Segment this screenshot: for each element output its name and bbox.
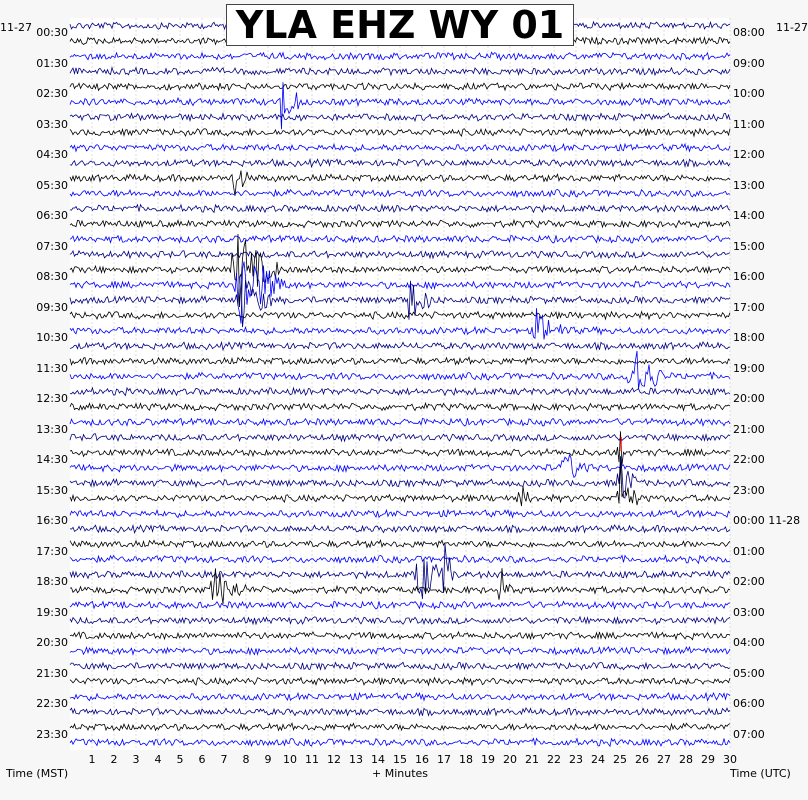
left-tick-label: 00:30 [36, 26, 68, 40]
left-tick-label: 03:30 [36, 117, 68, 131]
right-tick-label: 03:00 [733, 605, 765, 619]
x-tick-label: 20 [503, 753, 517, 766]
left-tick-label: 19:30 [36, 605, 68, 619]
right-tick-label: 21:00 [733, 422, 765, 436]
right-tick-label: 12:00 [733, 148, 765, 162]
trace-row-12 [70, 205, 730, 213]
right-tick-label: 10:00 [733, 87, 765, 101]
left-tick-label: 22:30 [36, 697, 68, 711]
x-tick-label: 23 [569, 753, 583, 766]
x-tick-label: 6 [198, 753, 206, 766]
x-tick-label: 15 [393, 753, 407, 766]
right-tick-label: 16:00 [733, 270, 765, 284]
left-tick-label: 20:30 [36, 636, 68, 650]
trace-row-14 [70, 235, 730, 243]
left-tick-label: 15:30 [36, 483, 68, 497]
date-left-label: 11-27 [0, 21, 32, 34]
right-tick-label: 06:00 [733, 697, 765, 711]
left-tick-label: 16:30 [36, 514, 68, 528]
x-tick-label: 28 [679, 753, 693, 766]
right-tick-label: 23:00 [733, 483, 765, 497]
right-tick-label: 22:00 [733, 453, 765, 467]
right-tick-label: 18:00 [733, 331, 765, 345]
left-tick-label: 18:30 [36, 575, 68, 589]
left-tick-label: 13:30 [36, 422, 68, 436]
left-axis-label: Time (MST) [6, 767, 69, 780]
x-tick-label: 3 [132, 753, 140, 766]
left-tick-label: 08:30 [36, 270, 68, 284]
helicorder-traces [70, 18, 730, 750]
x-tick-label: 19 [481, 753, 495, 766]
right-tick-label: 01:00 [733, 544, 765, 558]
x-tick-label: 21 [525, 753, 539, 766]
x-axis-label: + Minutes [372, 767, 429, 780]
right-axis-label: Time (UTC) [730, 767, 791, 780]
x-tick-label: 10 [283, 753, 297, 766]
x-tick-label: 5 [176, 753, 184, 766]
x-tick-label: 7 [220, 753, 228, 766]
x-tick-label: 13 [349, 753, 363, 766]
x-tick-label: 9 [264, 753, 272, 766]
right-tick-label: 19:00 [733, 361, 765, 375]
right-tick-label: 11:00 [733, 117, 765, 131]
x-tick-label: 8 [242, 753, 250, 766]
x-tick-label: 29 [701, 753, 715, 766]
left-tick-label: 11:30 [36, 361, 68, 375]
left-tick-label: 04:30 [36, 148, 68, 162]
x-tick-label: 26 [635, 753, 649, 766]
trace-row-2 [70, 52, 730, 60]
right-tick-label: 00:00 11-28 [733, 514, 801, 528]
x-tick-label: 25 [613, 753, 627, 766]
left-tick-label: 14:30 [36, 453, 68, 467]
x-tick-label: 4 [154, 753, 162, 766]
x-tick-label: 12 [327, 753, 341, 766]
right-tick-label: 08:00 [733, 26, 765, 40]
left-tick-label: 07:30 [36, 239, 68, 253]
right-tick-label: 09:00 [733, 56, 765, 70]
x-tick-label: 1 [88, 753, 96, 766]
left-tick-label: 09:30 [36, 300, 68, 314]
right-tick-label: 15:00 [733, 239, 765, 253]
right-tick-label: 14:00 [733, 209, 765, 223]
x-tick-label: 24 [591, 753, 605, 766]
x-tick-label: 27 [657, 753, 671, 766]
left-tick-label: 05:30 [36, 178, 68, 192]
right-tick-label: 04:00 [733, 636, 765, 650]
helicorder-plot [70, 18, 730, 750]
left-tick-label: 10:30 [36, 331, 68, 345]
left-tick-label: 02:30 [36, 87, 68, 101]
x-tick-label: 30 [723, 753, 737, 766]
right-tick-label: 05:00 [733, 666, 765, 680]
x-tick-label: 2 [110, 753, 118, 766]
x-tick-label: 17 [437, 753, 451, 766]
left-tick-label: 12:30 [36, 392, 68, 406]
left-tick-label: 17:30 [36, 544, 68, 558]
left-tick-label: 01:30 [36, 56, 68, 70]
x-tick-label: 14 [371, 753, 385, 766]
right-tick-label: 20:00 [733, 392, 765, 406]
x-tick-label: 16 [415, 753, 429, 766]
x-tick-label: 11 [305, 753, 319, 766]
date-right-label: 11-27 [776, 21, 808, 34]
x-tick-label: 18 [459, 753, 473, 766]
right-tick-label: 02:00 [733, 575, 765, 589]
right-tick-label: 17:00 [733, 300, 765, 314]
left-tick-label: 21:30 [36, 666, 68, 680]
right-tick-label: 07:00 [733, 727, 765, 741]
x-tick-label: 22 [547, 753, 561, 766]
chart-title: YLA EHZ WY 01 [226, 4, 574, 46]
left-tick-label: 23:30 [36, 727, 68, 741]
right-tick-label: 13:00 [733, 178, 765, 192]
trace-row-25 [70, 403, 730, 411]
left-tick-label: 06:30 [36, 209, 68, 223]
